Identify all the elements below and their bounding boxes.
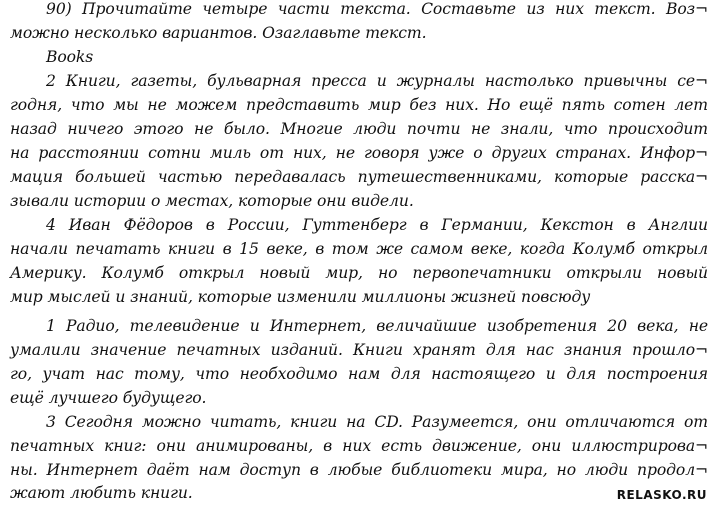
- paragraph-3-line-1: 3 Сегодня можно читать, книги на CD. Разумеется, они отличаются от: [46, 413, 708, 431]
- paragraph-1-line-2: умалили значение печатных изданий. Книги хранят для нас знания прошло¬: [10, 341, 708, 359]
- paragraph-4-line-3: Америку. Колумб открыл новый мир, но первопечатники открыли новый: [10, 264, 708, 282]
- site-watermark: RELASKO.RU: [616, 488, 707, 502]
- paragraph-3-line-3: ны. Интернет даёт нам доступ в любые библиотеки мира, но люди продол¬: [10, 461, 708, 479]
- paragraph-2-line-2: годня, что мы не можем представить мир без них. Но ещё пять сотен лет: [10, 96, 708, 114]
- paragraph-2-line-5: мация большей частью передавалась путешественниками, которые расска¬: [10, 168, 708, 186]
- paragraph-1-line-3: го, учат нас тому, что необходимо нам для настоящего и для построения: [10, 365, 708, 383]
- paragraph-3-line-2: печатных книг: они анимированы, в них есть движение, они иллюстрирова¬: [10, 437, 708, 455]
- exercise-instruction-line-1: 90) Прочитайте четыре части текста. Составьте из них текст. Воз¬: [46, 0, 708, 18]
- paragraph-2-line-1: 2 Книги, газеты, бульварная пресса и журналы настолько привычны се¬: [46, 72, 708, 90]
- paragraph-3-line-4: жают любить книги.: [10, 484, 193, 502]
- paragraph-2-line-3: назад ничего этого не было. Многие люди почти не знали, что происходит: [10, 120, 708, 138]
- paragraph-1-line-4: ещё лучшего будущего.: [10, 389, 207, 407]
- paragraph-1-line-1: 1 Радио, телевидение и Интернет, величайшие изобретения 20 века, не: [46, 317, 708, 335]
- paragraph-2-line-6: зывали истории о местах, которые они видели.: [10, 192, 414, 210]
- text-title: Books: [46, 48, 94, 66]
- paragraph-2-line-4: на расстоянии сотни миль от них, не говоря уже о других странах. Инфор¬: [10, 144, 708, 162]
- paragraph-4-line-2: начали печатать книги в 15 веке, в том же самом веке, когда Колумб открыл: [10, 240, 708, 258]
- exercise-instruction-line-2: можно несколько вариантов. Озаглавьте текст.: [10, 24, 427, 42]
- paragraph-4-line-4: мир мыслей и знаний, которые изменили миллионы жизней повсюду: [10, 288, 591, 306]
- paragraph-4-line-1: 4 Иван Фёдоров в России, Гуттенберг в Германии, Кекстон в Англии: [46, 216, 708, 234]
